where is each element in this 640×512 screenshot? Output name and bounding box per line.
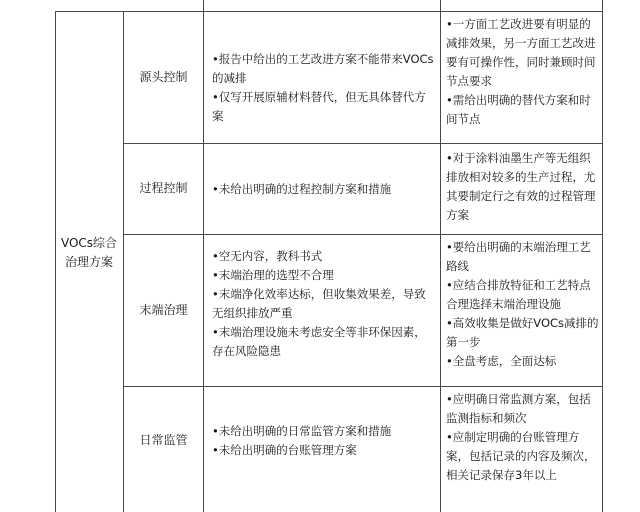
requirement-item: •一方面工艺改进要有明显的减排效果，另一方面工艺改进要有可操作性，同时兼顾时间节点要求 [446, 17, 596, 88]
problem-item: •未给出明确的日常监管方案和措施 [212, 424, 392, 438]
requirements-cell [446, 390, 599, 485]
requirement-item: •应明确日常监测方案，包括监测指标和频次 [446, 392, 591, 425]
problem-item: •末端净化效率达标，但收集效果差，导致无组织排放严重 [212, 287, 426, 320]
table-border-right [602, 0, 603, 512]
category-label: VOCs综合治理方案 [60, 236, 118, 269]
requirement-item: •要给出明确的末端治理工艺路线 [446, 240, 591, 273]
requirement-item: •高效收集是做好VOCs减排的第一步 [446, 316, 599, 349]
problem-item: •空无内容，教科书式 [212, 249, 323, 263]
requirements-cell [446, 149, 599, 225]
sub-category-source-control: 源头控制 [139, 70, 188, 84]
row-divider-1 [123, 143, 603, 144]
problem-item: •仅写开展原辅材料替代，但无具体替代方案 [212, 90, 426, 123]
column-divider-3 [440, 0, 441, 512]
problems-cell [212, 50, 437, 126]
table-border-top [55, 11, 603, 12]
problems-cell [212, 247, 437, 361]
requirements-cell [446, 15, 599, 129]
problem-item: •报告中给出的工艺改进方案不能带来VOCs的减排 [212, 52, 434, 85]
requirement-item: •应结合排放特征和工艺特点合理选择末端治理设施 [446, 278, 591, 311]
requirement-item: •需给出明确的替代方案和时间节点 [446, 93, 591, 126]
sub-category-end-treatment: 末端治理 [139, 303, 188, 317]
requirement-item: •应制定明确的台账管理方案，包括记录的内容及频次，相关记录保存3年以上 [446, 430, 596, 482]
table-border-left [55, 11, 56, 512]
sub-category-process-control: 过程控制 [139, 181, 188, 195]
problem-item: •未给出明确的台账管理方案 [212, 443, 357, 457]
problem-item: •末端治理设施未考虑安全等非环保因素，存在风险隐患 [212, 325, 426, 358]
problem-item: •未给出明确的过程控制方案和措施 [212, 182, 392, 196]
column-divider-1 [123, 11, 124, 512]
column-divider-2 [203, 0, 204, 512]
problems-cell [212, 180, 437, 199]
sub-category-daily-supervision: 日常监管 [139, 433, 188, 447]
row-divider-3 [123, 386, 603, 387]
problem-item: •末端治理的选型不合理 [212, 268, 334, 282]
requirements-cell [446, 238, 599, 371]
requirement-item: •对于涂料油墨生产等无组织排放相对较多的生产过程，尤其要制定行之有效的过程管理方案 [446, 151, 596, 222]
requirement-item: •全盘考虑，全面达标 [446, 354, 557, 368]
row-divider-2 [123, 234, 603, 235]
problems-cell [212, 422, 437, 460]
